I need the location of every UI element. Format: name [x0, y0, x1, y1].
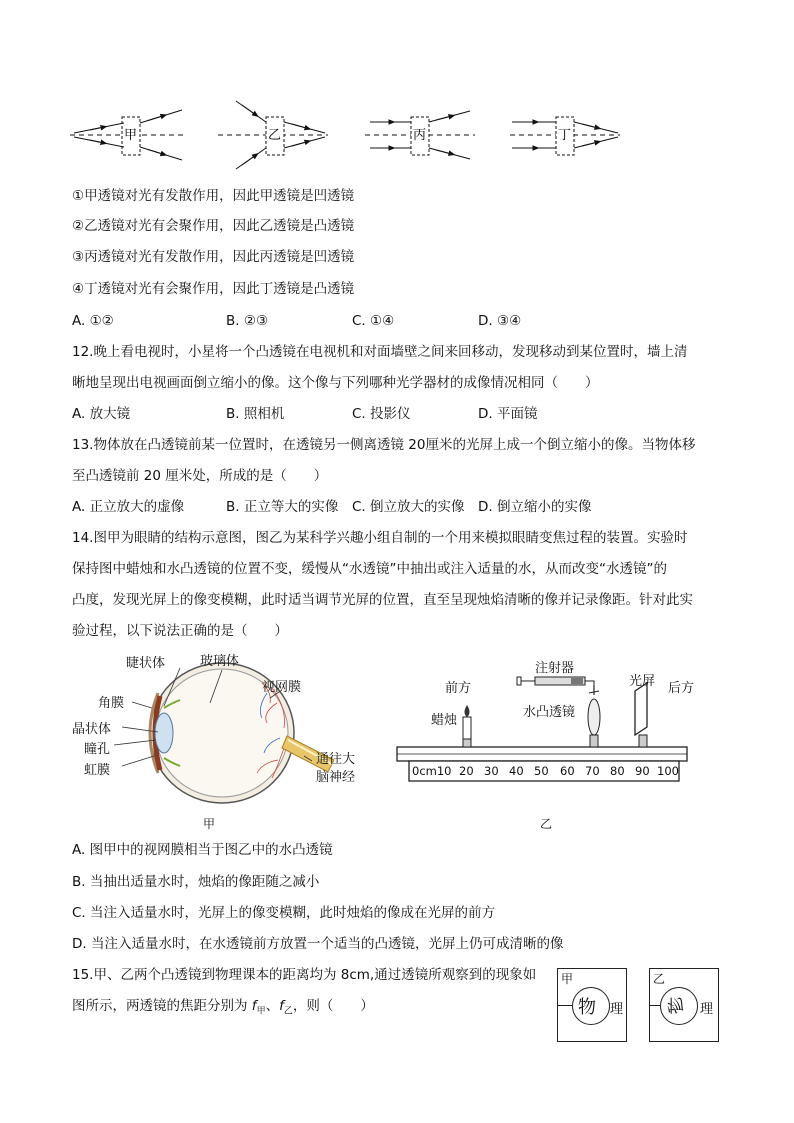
q13-option-a[interactable]: A. 正立放大的虚像: [72, 499, 185, 515]
ruler-tick-0: 0cm10: [412, 764, 452, 778]
lens-jia: [70, 110, 185, 160]
q15-stem-line-2: [72, 996, 374, 1022]
q15-box-yi-handle: [650, 1005, 660, 1006]
apparatus-label-front: 前方: [445, 681, 472, 696]
q15-stem-text-a: 图所示，两透镜的焦距分别为: [72, 998, 252, 1014]
q15-stem-text-b: ，则（ ）: [292, 998, 374, 1014]
q13-stem-line-1: 13.物体放在凸透镜前某一位置时，在透镜另一侧离透镜 20厘米的光屏上成一个倒立缩小的像。当物体移: [72, 437, 696, 453]
figure-caption-jia: 甲: [203, 817, 216, 831]
q15-figure-yi: [649, 968, 719, 1042]
q15-f-jia: f: [251, 998, 257, 1014]
q12-stem-line-1: 12.晚上看电视时，小星将一个凸透镜在电视机和对面墙壁之间来回移动，发现移动到某位置时，墙上清: [72, 344, 688, 360]
eye-label-nerve-2: 脑神经: [316, 770, 356, 785]
eye-label-pupil: 瞳孔: [84, 742, 111, 757]
q13-option-d[interactable]: D. 倒立缩小的实像: [478, 499, 592, 515]
q14-option-b[interactable]: B. 当抽出适量水时，烛焰的像距随之减小: [72, 874, 320, 890]
q11-statement-1: ①甲透镜对光有发散作用，因此甲透镜是凹透镜: [72, 188, 355, 204]
q11-option-c[interactable]: C. ①④: [352, 313, 395, 329]
ruler-tick-20: 20: [459, 764, 474, 778]
eye-label-vitreous: 玻璃体: [200, 654, 240, 669]
ruler-tick-100: 100: [657, 764, 679, 778]
q15-box-yi-small: 理: [700, 1002, 714, 1017]
q13-stem-line-2: 至凸透镜前 20 厘米处，所成的是（ ）: [72, 468, 328, 484]
eye-label-cornea: 角膜: [98, 696, 125, 711]
q15-f-yi: f: [279, 998, 284, 1014]
ruler-tick-90: 90: [635, 764, 650, 778]
apparatus-label-back: 后方: [668, 681, 695, 696]
q12-option-d[interactable]: D. 平面镜: [478, 406, 538, 422]
ruler-tick-50: 50: [534, 764, 549, 778]
q15-box-jia-handle: [558, 1005, 572, 1006]
q13-option-b[interactable]: B. 正立等大的实像: [226, 499, 339, 515]
q14-stem-line-4: 验过程，以下说法正确的是（ ）: [72, 623, 288, 639]
q14-option-c[interactable]: C. 当注入适量水时，光屏上的像变模糊，此时烛焰的像成在光屏的前方: [72, 905, 496, 921]
q14-stem-line-2: 保持图中蜡烛和水凸透镜的位置不变，缓慢从“水透镜”中抽出或注入适量的水，从而改变“水透镜”的: [72, 561, 667, 577]
ruler-tick-70: 70: [585, 764, 600, 778]
q14-stem-line-3: 凸度，发现光屏上的像变模糊，此时适当调节光屏的位置，直至呈现烛焰清晰的像并记录像距。针对此实: [72, 592, 693, 608]
apparatus-label-water-lens: 水凸透镜: [523, 705, 576, 720]
apparatus-label-candle: 蜡烛: [431, 713, 458, 728]
ruler-tick-40: 40: [509, 764, 524, 778]
eye-label-nerve-1: 通往大: [316, 752, 356, 767]
q13-option-c[interactable]: C. 倒立放大的实像: [352, 499, 465, 515]
q15-box-yi-corner: 乙: [653, 972, 666, 986]
q14-option-d[interactable]: D. 当注入适量水时，在水透镜前方放置一个适当的凸透镜，光屏上仍可成清晰的像: [72, 936, 564, 952]
lens-label-yi: 乙: [268, 128, 282, 143]
q15-sub-yi: 乙: [283, 1006, 293, 1017]
lens-label-ding: 丁: [558, 128, 572, 143]
ruler-tick-60: 60: [560, 764, 575, 778]
q15-box-jia-corner: 甲: [561, 972, 574, 986]
q12-stem-line-2: 晰地呈现出电视画面倒立缩小的像。这个像与下列哪种光学器材的成像情况相同（ ）: [72, 375, 599, 391]
lens-label-bing: 丙: [413, 128, 427, 143]
q15-stem-line-1: 15.甲、乙两个凸透镜到物理课本的距离均为 8cm,通过透镜所观察到的现象如: [72, 967, 537, 983]
eye-label-retina: 视网膜: [262, 680, 302, 695]
eye-diagram: [72, 648, 372, 818]
apparatus-label-syringe: 注射器: [535, 661, 575, 676]
q14-stem-line-1: 14.图甲为眼睛的结构示意图，图乙为某科学兴趣小组自制的一个用来模拟眼睛变焦过程的装置。实验时: [72, 530, 688, 546]
ruler-scale: [409, 764, 679, 780]
lens-label-jia: 甲: [124, 128, 138, 143]
q12-option-c[interactable]: C. 投影仪: [352, 406, 411, 422]
eye-label-lens: 晶状体: [72, 722, 112, 737]
figure-caption-yi: 乙: [540, 817, 553, 831]
q11-statement-4: ④丁透镜对光有会聚作用，因此丁透镜是凸透镜: [72, 281, 355, 297]
q15-figure-jia: [557, 968, 627, 1042]
q12-option-a[interactable]: A. 放大镜: [72, 406, 131, 422]
ruler-tick-30: 30: [484, 764, 499, 778]
apparatus-label-screen: 光屏: [629, 674, 656, 689]
ruler-tick-80: 80: [610, 764, 625, 778]
q15-box-yi-big: 物: [667, 994, 684, 1014]
eye-illustration: [72, 648, 372, 818]
lens-yi: [218, 101, 328, 169]
lens-bing: [365, 111, 475, 159]
eye-label-ciliary: 睫状体: [126, 656, 166, 671]
q14-option-a[interactable]: A. 图甲中的视网膜相当于图乙中的水凸透镜: [72, 842, 333, 858]
q11-option-a[interactable]: A. ①②: [72, 313, 114, 329]
q12-option-b[interactable]: B. 照相机: [226, 406, 285, 422]
q15-box-jia-small: 理: [610, 1002, 624, 1017]
lens-ding: [510, 117, 620, 155]
q11-statement-3: ③丙透镜对光有发散作用，因此丙透镜是凹透镜: [72, 249, 355, 265]
q15-sep: 、: [265, 998, 280, 1014]
eye-label-iris: 虹膜: [84, 763, 111, 778]
q11-option-b[interactable]: B. ②③: [226, 313, 269, 329]
apparatus-diagram: [395, 655, 695, 790]
q11-option-d[interactable]: D. ③④: [478, 313, 522, 329]
q11-statement-2: ②乙透镜对光有会聚作用，因此乙透镜是凸透镜: [72, 218, 355, 234]
q15-box-jia-big: 物: [578, 997, 596, 1018]
lens-diagrams: [60, 95, 640, 175]
q15-sub-jia: 甲: [256, 1006, 266, 1017]
